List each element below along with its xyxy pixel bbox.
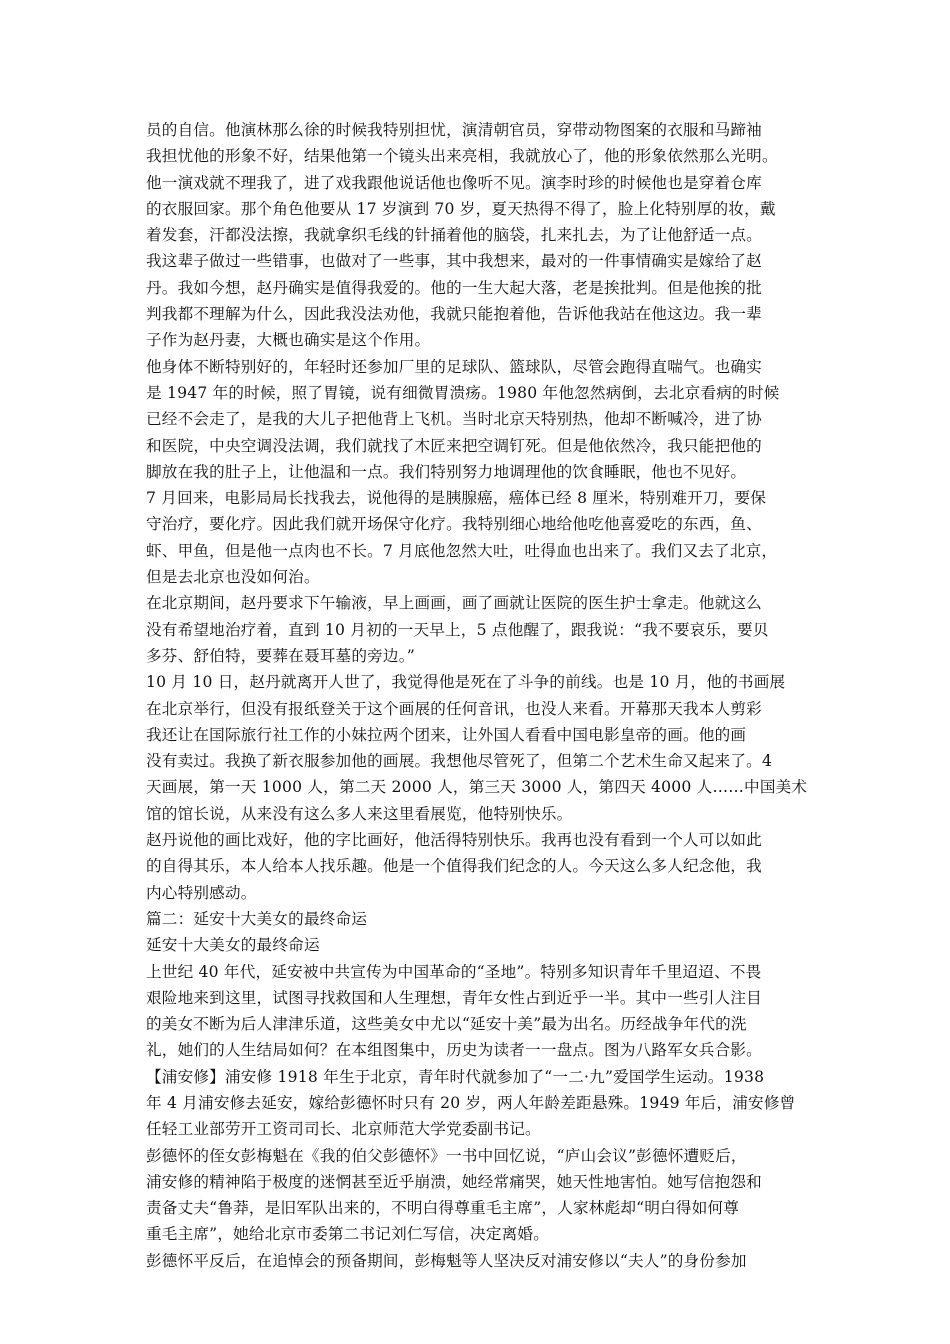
text-line: 的衣服回家。那个角色他要从 17 岁演到 70 岁，夏天热得不得了，脸上化特别厚的妆，戴 [146, 199, 776, 218]
text-line: 我还让在国际旅行社工作的小妹拉两个团来，让外国人看看中国电影皇帝的画。他的画 [146, 725, 747, 744]
text-line: 重毛主席”，她给北京市委第二书记刘仁写信，决定离婚。 [146, 1225, 550, 1244]
text-line: 在北京举行，但没有报纸登关于这个画展的任何音讯，也没人来看。开幕那天我本人剪彩 [146, 699, 762, 718]
text-line: 任轻工业部劳开工资司司长、北京师范大学党委副书记。 [146, 1120, 541, 1139]
text-line: 天画展，第一天 1000 人，第二天 2000 人，第三天 3000 人，第四天 4000 人……中国美术 [146, 778, 808, 797]
text-line: 责备丈夫“鲁莽，是旧军队出来的，不明白得尊重毛主席”，人家林彪却“明白得如何尊 [146, 1199, 740, 1218]
text-line: 虾、甲鱼，但是他一点肉也不长。7 月底他忽然大吐，吐得血也出来了。我们又去了北京， [146, 541, 778, 560]
text-line: 年 4 月浦安修去延安，嫁给彭德怀时只有 20 岁，两人年龄差距悬殊。1949 年后，浦安修曾 [146, 1093, 796, 1112]
text-line: 延安十大美女的最终命运 [146, 936, 320, 955]
text-line: 判我都不理解为什么，因此我没法劝他，我就只能抱着他，告诉他我站在他这边。我一辈 [146, 305, 762, 324]
text-line: 没有希望地治疗着，直到 10 月初的一天早上，5 点他醒了，跟我说：“我不要哀乐，要贝 [146, 620, 769, 639]
text-line: 的美女不断为后人津津乐道，这些美女中尤以“延安十美”最为出名。历经战争年代的洗 [146, 1015, 747, 1034]
text-line: 彭德怀平反后，在追悼会的预备期间，彭梅魁等人坚决反对浦安修以“夫人”的身份参加 [146, 1251, 747, 1270]
text-line: 他一演戏就不理我了，进了戏我跟他说话他也像听不见。演李时珍的时候他也是穿着仓库 [146, 173, 762, 192]
text-line: 内心特别感动。 [146, 883, 257, 902]
document-body [146, 117, 810, 1274]
text-line: 多芬、舒伯特，要葬在聂耳墓的旁边。” [146, 646, 415, 665]
text-line: 赵丹说他的画比戏好，他的字比画好，他活得特别快乐。我再也没有看到一个人可以如此 [146, 831, 762, 850]
text-line: 我这辈子做过一些错事，也做对了一些事，其中我想来，最对的一件事情确实是嫁给了赵 [146, 252, 762, 271]
text-line: 守治疗，要化疗。因此我们就开场保守化疗。我特别细心地给他吃他喜爱吃的东西，鱼、 [146, 515, 762, 534]
text-line: 【浦安修】浦安修 1918 年生于北京，青年时代就参加了“一二·九”爱国学生运动。1938 [146, 1067, 765, 1086]
text-line: 他身体不断特别好的，年轻时还参加厂里的足球队、篮球队，尽管会跑得直喘气。也确实 [146, 357, 762, 376]
text-line: 艰险地来到这里，试图寻找救国和人生理想，青年女性占到近乎一半。其中一些引人注目 [146, 988, 762, 1007]
text-line: 礼，她们的人生结局如何？在本组图集中，历史为读者一一盘点。图为八路军女兵合影。 [146, 1041, 762, 1060]
text-line: 子作为赵丹妻，大概也确实是这个作用。 [146, 331, 431, 350]
text-line: 浦安修的精神陷于极度的迷惘甚至近乎崩溃，她经常痛哭，她天性地害怕。她写信抱怨和 [146, 1172, 762, 1191]
text-line: 丹。我如今想，赵丹确实是值得我爱的。他的一生大起大落，老是挨批判。但是他挨的批 [146, 278, 762, 297]
text-line: 上世纪 40 年代，延安被中共宣传为中国革命的“圣地”。特别多知识青年千里迢迢、不畏 [146, 962, 762, 981]
text-line: 馆的馆长说，从来没有这么多人来这里看展览，他特别快乐。 [146, 804, 573, 823]
text-line: 10 月 10 日，赵丹就离开人世了，我觉得他是死在了斗争的前线。也是 10 月，他的书画展 [146, 673, 786, 692]
text-line: 和医院，中央空调没法调，我们就找了木匠来把空调钉死。但是他依然冷，我只能把他的 [146, 436, 762, 455]
text-line: 没有卖过。我换了新衣服参加他的画展。我想他尽管死了，但第二个艺术生命又起来了。4 [146, 752, 773, 771]
text-line: 是 1947 年的时候，照了胃镜，说有细微胃溃疡。1980 年他忽然病倒，去北京看病的时候 [146, 383, 780, 402]
text-line: 的自得其乐，本人给本人找乐趣。他是一个值得我们纪念的人。今天这么多人纪念他，我 [146, 857, 762, 876]
text-line: 员的自信。他演林那么徐的时候我特别担忧，演清朝官员，穿带动物图案的衣服和马蹄袖 [146, 121, 762, 139]
text-line: 7 月回来，电影局局长找我去，说他得的是胰腺癌，癌体已经 8 厘米，特别难开刀，要保 [146, 489, 767, 508]
text-line: 在北京期间，赵丹要求下午输液，早上画画，画了画就让医院的医生护士拿走。他就这么 [146, 594, 762, 613]
text-line: 脚放在我的肚子上，让他温和一点。我们特别努力地调理他的饮食睡眠，他也不见好。 [146, 462, 747, 481]
text-line: 已经不会走了，是我的大儿子把他背上飞机。当时北京天特别热，他却不断喊冷，进了协 [146, 410, 762, 429]
text-line: 着发套，汗都没法擦，我就拿织毛线的针捅着他的脑袋，扎来扎去，为了让他舒适一点。 [146, 226, 762, 245]
text-line: 我担忧他的形象不好，结果他第一个镜头出来亮相，我就放心了，他的形象依然那么光明。 [146, 147, 778, 166]
text-line: 彭德怀的侄女彭梅魁在《我的伯父彭德怀》一书中回忆说，“庐山会议”彭德怀遭贬后， [146, 1146, 747, 1165]
text-line: 但是去北京也没如何治。 [146, 568, 320, 587]
text-line: 篇二：延安十大美女的最终命运 [146, 909, 368, 928]
